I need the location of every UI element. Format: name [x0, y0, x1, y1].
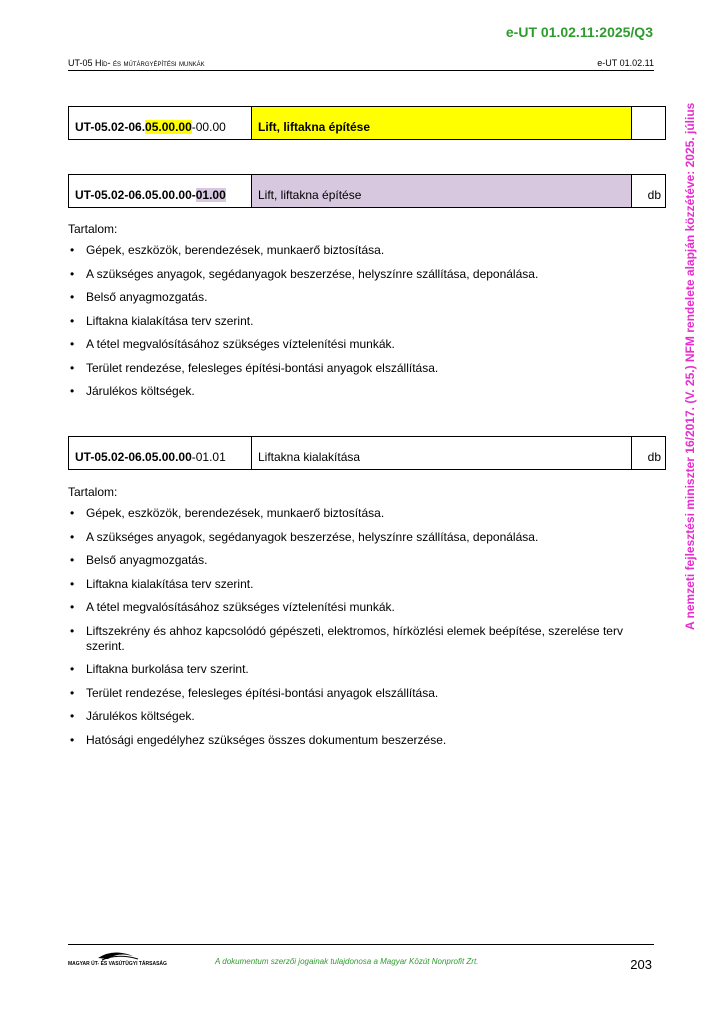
code-highlight: 05.00.00: [145, 120, 192, 134]
list-item: • Belső anyagmozgatás.: [68, 553, 658, 568]
code-suffix: -00.00: [191, 120, 226, 134]
footer-divider: [68, 944, 654, 945]
side-publication-note: A nemzeti fejlesztési miniszter 16/2017. (V. 25.) NFM rendelete alapján közzétéve: 2025. július: [683, 102, 697, 630]
list-item: • A szükséges anyagok, segédanyagok beszerzése, helyszínre szállítása, deponálása.: [68, 267, 658, 282]
list-item: • A tétel megvalósításához szükséges víztelenítési munkák.: [68, 337, 658, 352]
page-number: 203: [630, 957, 652, 972]
item-code: [69, 437, 252, 469]
item-table-2: [68, 174, 666, 208]
logo-text: MAGYAR ÚT- ÉS VASÚTÜGYI TÁRSASÁG: [68, 961, 167, 967]
list-item: • Hatósági engedélyhez szükséges összes dokumentum beszerzése.: [68, 733, 658, 748]
list-item: • Liftakna kialakítása terv szerint.: [68, 314, 658, 329]
list-item: • A tétel megvalósításához szükséges víztelenítési munkák.: [68, 600, 658, 615]
list-item: • Liftakna kialakítása terv szerint.: [68, 577, 658, 592]
item-unit: db: [647, 188, 661, 202]
list-item: • A szükséges anyagok, segédanyagok beszerzése, helyszínre szállítása, deponálása.: [68, 530, 658, 545]
content-section-2: [68, 222, 658, 408]
copyright-note: A dokumentum szerzői jogainak tulajdonosa a Magyar Közút Nonprofit Zrt.: [215, 957, 479, 966]
code-bold: UT-05.02-06.05.00.00: [75, 450, 192, 464]
list-item: • Járulékos költségek.: [68, 709, 658, 724]
code-prefix: UT-05.02-06.: [75, 120, 146, 134]
section-title: Tartalom:: [68, 485, 118, 499]
list-item: • Terület rendezése, felesleges építési-bontási anyagok elszállítása.: [68, 686, 658, 701]
item-name: Lift, liftakna építése: [252, 175, 632, 207]
page-header: [68, 58, 654, 71]
list-item: • Liftakna burkolása terv szerint.: [68, 662, 658, 677]
item-table-1: [68, 106, 666, 140]
bullet-list: [68, 243, 658, 399]
list-item: • Belső anyagmozgatás.: [68, 290, 658, 305]
code-rest: -01.01: [191, 450, 226, 464]
section-title: Tartalom:: [68, 222, 118, 236]
list-item: • Terület rendezése, felesleges építési-bontási anyagok elszállítása.: [68, 361, 658, 376]
item-unit: db: [647, 450, 661, 464]
header-doc-id: e-UT 01.02.11: [597, 58, 654, 68]
list-item: • Gépek, eszközök, berendezések, munkaerő biztosítása.: [68, 243, 658, 258]
header-chapter: UT-05 Híd- és műtárgyépítési munkák: [68, 58, 205, 68]
list-item: • Liftszekrény és ahhoz kapcsolódó gépészeti, elektromos, hírközlési elemek beépítése, szerelése terv szerint.: [68, 624, 658, 654]
code-prefix: UT-05.02-06.05.00.00-: [75, 188, 196, 202]
list-item: • Járulékos költségek.: [68, 384, 658, 399]
content-section-3: [68, 485, 658, 756]
document-code: e-UT 01.02.11:2025/Q3: [505, 24, 653, 40]
item-name: Lift, liftakna építése: [252, 107, 632, 139]
item-code: [69, 175, 252, 207]
bullet-list: [68, 506, 658, 748]
code-highlight: 01.00: [195, 188, 226, 202]
item-unit: [632, 107, 665, 139]
item-table-3: [68, 436, 666, 470]
list-item: • Gépek, eszközök, berendezések, munkaerő biztosítása.: [68, 506, 658, 521]
item-name: Liftakna kialakítása: [252, 437, 632, 469]
item-code: [69, 107, 252, 139]
